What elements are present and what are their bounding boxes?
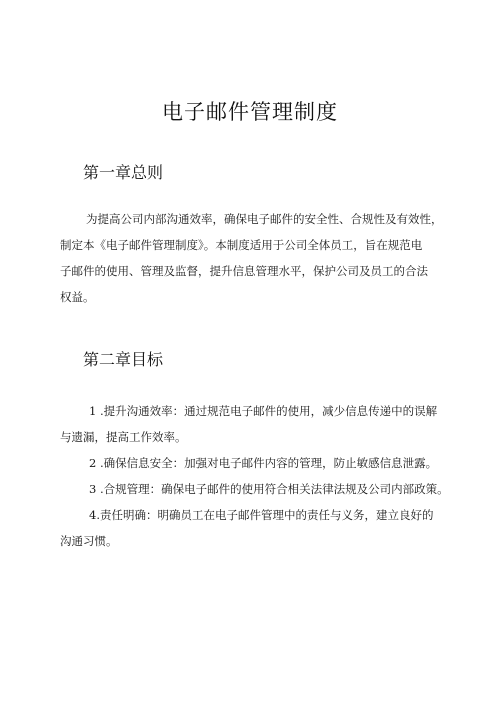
goal-4-line-1: 4.责任明确：明确员工在电子邮件管理中的责任与义务，建立良好的 [89,508,434,522]
list-item [60,502,449,554]
goal-4-line-2: 沟通习惯。 [60,534,118,548]
chapter-1-line-4: 权益。 [60,290,95,304]
chapter-1-line-1: 为提高公司内部沟通效率，确保电子邮件的安全性、合规性及有效性， [86,212,443,226]
list-item [60,398,449,450]
chapter-1-line-2: 制定本《电子邮件管理制度》。本制度适用于公司全体员工，旨在规范电 [60,238,423,252]
chapter-2-list [60,398,449,554]
chapter-1-paragraph [60,206,443,310]
chapter-1-line-3: 子邮件的使用、管理及监督，提升信息管理水平，保护公司及员工的合法 [60,264,428,278]
list-item [60,450,449,476]
document-title: 电子邮件管理制度 [162,100,338,124]
chapter-2-heading: 第二章目标 [83,350,164,369]
goal-2-line-1: 2 .确保信息安全：加强对电子邮件内容的管理，防止敏感信息泄露。 [89,456,438,470]
goal-1-line-2: 与遗漏，提高工作效率。 [60,430,187,444]
goal-1-line-1: 1 .提升沟通效率：通过规范电子邮件的使用，减少信息传递中的误解 [89,404,438,418]
list-item [60,476,449,502]
goal-3-line-1: 3 .合规管理：确保电子邮件的使用符合相关法律法规及公司内部政策。 [89,482,449,496]
chapter-1-heading: 第一章总则 [83,163,164,182]
